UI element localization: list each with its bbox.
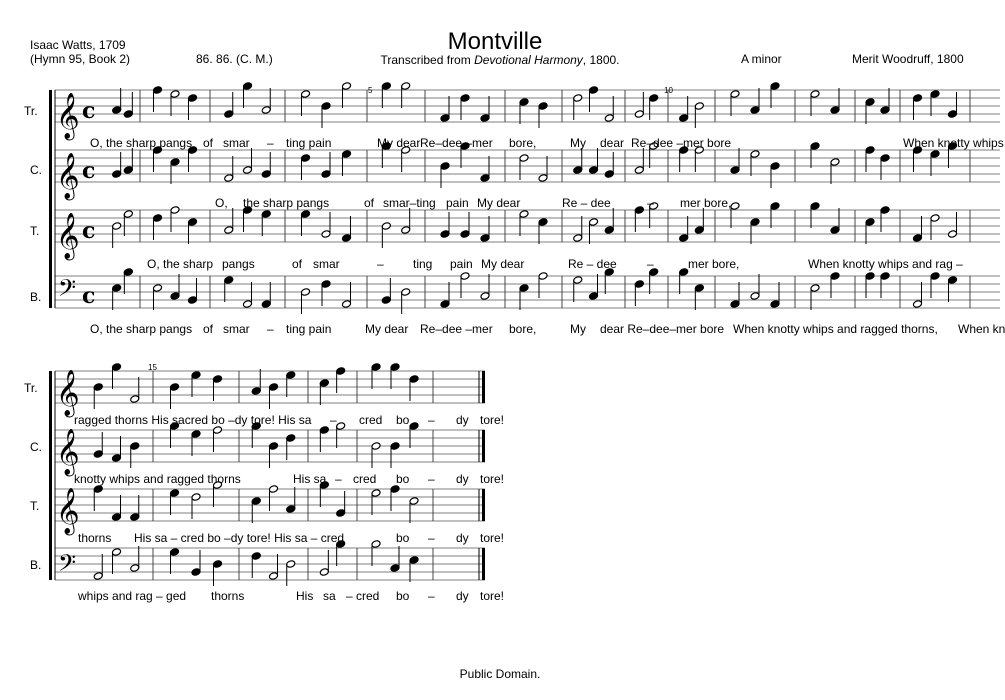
lyric: thorns	[78, 531, 112, 545]
song-title: Montville	[447, 28, 543, 55]
note-head	[213, 375, 223, 384]
note-head	[409, 556, 419, 565]
lyric: –	[335, 472, 342, 486]
time-signature: c	[82, 158, 96, 184]
note-head	[112, 454, 122, 463]
lyric: bo	[396, 589, 410, 603]
treble-clef-icon: 𝄞	[56, 370, 80, 416]
note-head	[519, 98, 529, 107]
voice-label-treble: Tr.	[24, 381, 38, 395]
treble-clef-8-icon: 𝄞	[56, 488, 80, 534]
note-head	[440, 114, 450, 123]
note-head	[191, 493, 201, 502]
note-head	[830, 272, 840, 281]
lyric: Re–dee –mer bore	[631, 136, 732, 150]
lyric: My	[570, 322, 586, 336]
note-head	[538, 272, 548, 281]
lyric: ragged thorns His sacred bo –dy tore! His sa	[74, 413, 312, 427]
lyric: pain	[446, 196, 469, 210]
lyric: –	[647, 257, 654, 271]
note-head	[880, 272, 890, 281]
note-head	[538, 102, 548, 111]
note-head	[269, 383, 279, 392]
note-head	[261, 300, 271, 309]
note-head	[480, 174, 490, 183]
lyric: O, the sharp pangs	[90, 136, 193, 150]
note-head	[865, 272, 875, 281]
note-head	[243, 300, 253, 309]
note-head	[573, 94, 583, 103]
note-head	[269, 442, 279, 451]
note-head	[730, 202, 740, 211]
note-head	[170, 90, 180, 99]
note-head	[730, 300, 740, 309]
note-head	[191, 430, 201, 439]
note-head	[930, 90, 940, 99]
lyric: dy	[456, 472, 469, 486]
note-head	[390, 363, 400, 372]
lyric: –	[647, 196, 654, 210]
note-head	[930, 150, 940, 159]
note-head	[319, 379, 329, 388]
note-head	[679, 114, 689, 123]
note-head	[286, 560, 296, 569]
note-head	[123, 110, 133, 119]
voice-label-counter: C.	[30, 440, 42, 454]
note-head	[390, 485, 400, 494]
note-head	[170, 292, 180, 301]
note-head	[301, 90, 311, 99]
note-head	[750, 150, 760, 159]
note-head	[880, 154, 890, 163]
note-head	[371, 540, 381, 549]
lyric: ting pain	[286, 322, 332, 336]
voice-label-treble: Tr.	[24, 104, 38, 118]
note-head	[948, 276, 958, 285]
note-head	[93, 485, 103, 494]
lyric: O, the sharp pangs	[90, 322, 193, 336]
voice-label-counter: C.	[30, 163, 42, 177]
note-head	[440, 300, 450, 309]
note-head	[948, 110, 958, 119]
note-head	[460, 272, 470, 281]
note-head	[191, 371, 201, 380]
note-head	[634, 110, 644, 119]
note-head	[371, 489, 381, 498]
note-head	[880, 206, 890, 215]
note-head	[93, 383, 103, 392]
lyric: O, the sharp	[147, 257, 214, 271]
note-head	[170, 158, 180, 167]
note-head	[188, 296, 198, 305]
note-head	[301, 288, 311, 297]
lyric: dear	[600, 136, 625, 150]
measure-number: 10	[664, 86, 673, 95]
note-head	[810, 284, 820, 293]
note-head	[286, 434, 296, 443]
note-head	[130, 564, 140, 573]
lyric: smar–ting	[383, 196, 436, 210]
note-head	[730, 166, 740, 175]
lyric: knotty whips and ragged thorns	[74, 472, 241, 486]
lyric: tore!	[480, 472, 505, 486]
bass-clef-icon: 𝄢	[58, 274, 77, 307]
lyric: –	[428, 413, 435, 427]
note-head	[409, 497, 419, 506]
bass-clef-icon: 𝄢	[58, 549, 77, 582]
lyric: pain	[450, 257, 473, 271]
lyric: –	[428, 472, 435, 486]
lyric: My	[570, 136, 586, 150]
lyric: pangs	[222, 257, 255, 271]
note-head	[401, 288, 411, 297]
note-head	[269, 485, 279, 494]
hymn-reference: (Hymn 95, Book 2)	[30, 52, 131, 66]
note-head	[589, 218, 599, 227]
note-head	[730, 90, 740, 99]
note-head	[224, 226, 234, 235]
note-head	[589, 292, 599, 301]
note-head	[409, 375, 419, 384]
note-head	[123, 210, 133, 219]
note-head	[770, 202, 780, 211]
lyric: smar	[223, 322, 250, 336]
note-head	[519, 284, 529, 293]
lyric: whips and rag – ged	[78, 589, 187, 603]
lyric: mer bore,	[688, 257, 740, 271]
note-head	[301, 210, 311, 219]
note-head	[112, 106, 122, 115]
note-head	[251, 552, 261, 561]
lyric: dy	[456, 531, 469, 545]
note-head	[170, 206, 180, 215]
meter: 86. 86. (C. M.)	[196, 52, 273, 66]
voice-label-bass: B.	[30, 558, 42, 572]
lyric: O,	[215, 196, 228, 210]
note-head	[251, 497, 261, 506]
note-head	[480, 292, 490, 301]
note-head	[649, 94, 659, 103]
key-signature-text: A minor	[741, 52, 782, 66]
clefs	[56, 93, 80, 582]
note-head	[153, 86, 163, 95]
lyric: –	[428, 589, 435, 603]
note-head	[913, 300, 923, 309]
lyric: When knotty whips	[903, 136, 1004, 150]
note-head	[261, 106, 271, 115]
lyric: dy	[456, 589, 469, 603]
voice-label-bass: B.	[30, 290, 42, 304]
lyric: –	[267, 136, 274, 150]
note-head	[930, 272, 940, 281]
system-bracket	[49, 371, 52, 580]
note-head	[830, 106, 840, 115]
voice-label-tenor: T.	[30, 224, 40, 238]
note-head	[440, 230, 450, 239]
note-head	[342, 82, 352, 91]
note-head	[286, 505, 296, 514]
note-head	[112, 222, 122, 231]
note-head	[480, 234, 490, 243]
time-signature: c	[82, 218, 96, 244]
lyric: mer bore,	[680, 196, 732, 210]
note-head	[460, 230, 470, 239]
note-head	[381, 222, 391, 231]
note-head	[770, 162, 780, 171]
lyric: dy	[456, 413, 469, 427]
note-head	[112, 513, 122, 522]
note-head	[371, 442, 381, 451]
lyric: bo	[396, 472, 410, 486]
note-head	[409, 422, 419, 431]
note-head	[93, 572, 103, 581]
lyric: tore!	[480, 589, 505, 603]
poet-credit: Isaac Watts, 1709	[30, 38, 126, 52]
note-head	[321, 102, 331, 111]
note-head	[319, 568, 329, 577]
lyric: Re–dee –mer	[420, 322, 493, 336]
note-head	[634, 206, 644, 215]
note-head	[401, 82, 411, 91]
note-head	[243, 82, 253, 91]
lyric: My dear	[477, 196, 521, 210]
lyric: of	[203, 136, 214, 150]
note-head	[390, 564, 400, 573]
note-head	[519, 154, 529, 163]
lyric: Re–dee –mer	[420, 136, 493, 150]
note-head	[930, 214, 940, 223]
note-head	[865, 218, 875, 227]
note-head	[538, 218, 548, 227]
lyric: of	[203, 322, 214, 336]
system-bracket	[49, 90, 52, 308]
note-head	[913, 94, 923, 103]
final-barline	[482, 430, 485, 462]
note-head	[319, 426, 329, 435]
lyric: Re – dee	[568, 257, 617, 271]
lyric: –	[267, 322, 274, 336]
note-head	[634, 280, 644, 289]
note-head	[123, 268, 133, 277]
note-head	[634, 166, 644, 175]
note-head	[321, 170, 331, 179]
lyric: My dear	[481, 257, 525, 271]
lyric: thorns	[211, 589, 245, 603]
note-head	[213, 426, 223, 435]
note-head	[112, 170, 122, 179]
note-head	[251, 387, 261, 396]
lyric: tore!	[480, 531, 505, 545]
note-head	[480, 114, 490, 123]
note-head	[604, 170, 614, 179]
lyric: His	[296, 589, 314, 603]
lyric: My dear	[365, 322, 409, 336]
final-barline	[482, 489, 485, 521]
lyric: His sa – cred bo –dy tore! His sa – cred	[134, 531, 345, 545]
note-head	[224, 110, 234, 119]
note-head	[130, 513, 140, 522]
lyric: When knotty whips and ragged thorns,	[733, 322, 938, 336]
note-head	[750, 292, 760, 301]
lyric: When knotty whips and rag –	[808, 257, 963, 271]
note-head	[750, 106, 760, 115]
note-head	[604, 114, 614, 123]
note-head	[390, 442, 400, 451]
voice-label-tenor: T.	[30, 499, 40, 513]
time-signature: c	[82, 283, 96, 309]
note-head	[750, 218, 760, 227]
note-head	[93, 450, 103, 459]
note-head	[770, 82, 780, 91]
note-head	[301, 154, 311, 163]
note-head	[224, 174, 234, 183]
note-head	[336, 422, 346, 431]
note-head	[130, 395, 140, 404]
note-head	[321, 280, 331, 289]
note-head	[401, 226, 411, 235]
note-head	[286, 371, 296, 380]
lyric: Re – dee	[562, 196, 611, 210]
note-head	[573, 276, 583, 285]
time-signature: c	[82, 98, 96, 124]
note-head	[440, 162, 450, 171]
lyric: the sharp pangs	[243, 196, 330, 210]
note-head	[810, 142, 820, 151]
lyric: of	[364, 196, 375, 210]
note-head	[381, 296, 391, 305]
treble-clef-icon: 𝄞	[56, 153, 80, 199]
composer-credit: Merit Woodruff, 1800	[852, 52, 964, 66]
measure-number: 15	[148, 363, 157, 372]
lyric: – cred	[346, 589, 380, 603]
treble-clef-8-icon: 𝄞	[56, 213, 80, 259]
note-head	[694, 226, 704, 235]
note-head	[170, 383, 180, 392]
note-head	[694, 102, 704, 111]
note-head	[810, 202, 820, 211]
lyric: My dear	[377, 136, 421, 150]
lyric: cred	[353, 472, 377, 486]
note-head	[810, 90, 820, 99]
note-head	[261, 210, 271, 219]
note-head	[604, 226, 614, 235]
note-head	[342, 300, 352, 309]
note-head	[460, 94, 470, 103]
note-head	[830, 158, 840, 167]
lyric: –	[377, 257, 384, 271]
lyric: ting pain	[286, 136, 332, 150]
note-head	[519, 210, 529, 219]
lyric: When kn	[958, 322, 1005, 336]
transcribed-suffix: , 1800.	[582, 53, 620, 67]
lyric: smar	[223, 136, 250, 150]
note-head	[112, 284, 122, 293]
note-head	[948, 230, 958, 239]
lyric: of	[292, 257, 303, 271]
note-head	[261, 170, 271, 179]
time-signatures	[82, 98, 95, 309]
note-head	[243, 166, 253, 175]
note-head	[573, 166, 583, 175]
lyric: bore,	[509, 136, 537, 150]
note-head	[770, 300, 780, 309]
note-head	[573, 234, 583, 243]
lyric: bo	[396, 531, 410, 545]
note-head	[188, 94, 198, 103]
final-barline	[482, 548, 485, 580]
lyric: –	[330, 413, 337, 427]
note-head	[538, 174, 548, 183]
lyric: ting	[413, 257, 433, 271]
note-head	[694, 284, 704, 293]
note-head	[224, 276, 234, 285]
note-head	[830, 226, 840, 235]
note-head	[123, 166, 133, 175]
note-head	[112, 363, 122, 372]
note-head	[865, 146, 875, 155]
note-head	[589, 86, 599, 95]
note-head	[170, 489, 180, 498]
note-head	[679, 234, 689, 243]
note-head	[188, 218, 198, 227]
lyric: smar	[313, 257, 340, 271]
note-head	[880, 106, 890, 115]
note-head	[589, 166, 599, 175]
note-head	[213, 560, 223, 569]
source-book-title: Devotional Harmony	[474, 53, 583, 67]
note-head	[381, 82, 391, 91]
note-head	[321, 230, 331, 239]
note-head	[170, 548, 180, 557]
note-head	[336, 509, 346, 518]
note-head	[342, 234, 352, 243]
note-head	[913, 234, 923, 243]
lyric: sa	[323, 589, 336, 603]
treble-clef-icon: 𝄞	[56, 93, 80, 139]
note-head	[269, 572, 279, 581]
note-head	[153, 284, 163, 293]
note-head	[342, 150, 352, 159]
note-head	[371, 363, 381, 372]
note-head	[130, 442, 140, 451]
lyric: –	[428, 531, 435, 545]
lyric: His sa	[293, 472, 327, 486]
transcribed-prefix: Transcribed from	[380, 53, 475, 67]
lyric: cred	[359, 413, 383, 427]
lyric: dear Re–dee–mer bore	[600, 322, 725, 336]
final-barline	[482, 371, 485, 403]
note-head	[112, 548, 122, 557]
note-head	[191, 568, 201, 577]
note-head	[865, 98, 875, 107]
copyright-notice: Public Domain.	[459, 667, 541, 681]
measure-number: 5	[368, 86, 373, 95]
lyric: bo	[396, 413, 410, 427]
lyric: bore,	[509, 322, 537, 336]
note-head	[336, 367, 346, 376]
treble-clef-icon: 𝄞	[56, 429, 80, 475]
lyric: tore!	[480, 413, 505, 427]
note-head	[153, 214, 163, 223]
